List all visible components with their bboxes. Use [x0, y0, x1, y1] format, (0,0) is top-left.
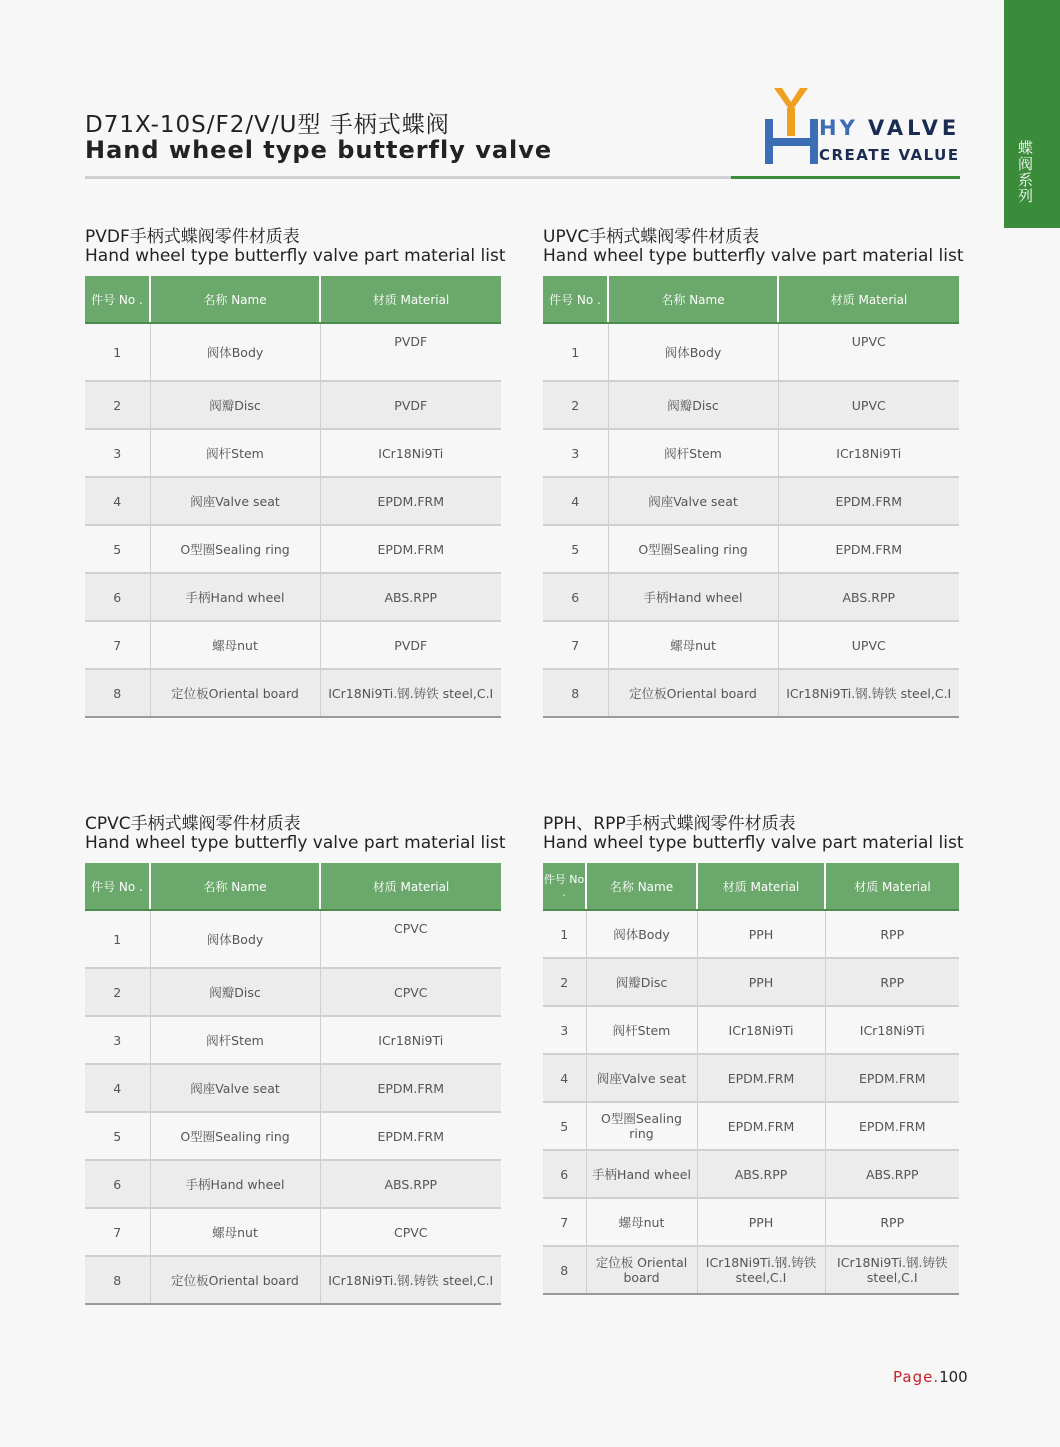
table-row: [85, 323, 501, 381]
pph-rpp-section-title: [543, 815, 964, 853]
part-name: 螺母nut: [150, 1208, 320, 1256]
part-name: 阀杆Stem: [608, 429, 778, 477]
part-no: 1: [543, 323, 608, 381]
part-material: EPDM.FRM: [320, 525, 501, 573]
pvdf-section-title: [85, 228, 506, 266]
part-material: UPVC: [778, 621, 959, 669]
part-material: EPDM.FRM: [320, 477, 501, 525]
part-no: 3: [85, 429, 150, 477]
part-no: 8: [543, 1246, 586, 1294]
part-material: CPVC: [320, 1208, 501, 1256]
part-name: 手柄Hand wheel: [150, 573, 320, 621]
table-row: [85, 669, 501, 717]
model-title: D71X-10S/F2/V/U型 手柄式蝶阀: [85, 112, 450, 138]
part-name: 阀瓣Disc: [150, 968, 320, 1016]
part-no: 4: [85, 1064, 150, 1112]
part-no: 7: [543, 1198, 586, 1246]
part-name: 阀瓣Disc: [608, 381, 778, 429]
part-material: ICr18Ni9Ti.钢.铸铁 steel,C.I: [320, 669, 501, 717]
part-material: EPDM.FRM: [778, 525, 959, 573]
header-accent-rule: [731, 176, 960, 179]
part-no: 6: [85, 1160, 150, 1208]
upvc-section-title: [543, 228, 964, 266]
col-header-name: 名称 Name: [150, 276, 320, 323]
part-material: ABS.RPP: [778, 573, 959, 621]
part-material: ICr18Ni9Ti: [320, 1016, 501, 1064]
part-no: 6: [543, 1150, 586, 1198]
part-no: 2: [85, 968, 150, 1016]
part-no: 6: [85, 573, 150, 621]
table-row: [85, 381, 501, 429]
cpvc-material-table: [85, 863, 501, 1305]
part-name: 定位板Oriental board: [608, 669, 778, 717]
part-material: ICr18Ni9Ti: [320, 429, 501, 477]
part-no: 5: [543, 1102, 586, 1150]
table-row: [85, 1160, 501, 1208]
part-no: 1: [85, 323, 150, 381]
logo-brand-hy: HY: [819, 116, 858, 140]
table-row: [85, 968, 501, 1016]
part-material: EPDM.FRM: [320, 1064, 501, 1112]
part-name: 阀杆Stem: [150, 1016, 320, 1064]
cpvc-title-cn: CPVC手柄式蝶阀零件材质表: [85, 814, 301, 834]
col-header-material: 材质 Material: [778, 276, 959, 323]
table-row: [543, 1102, 959, 1150]
upvc-title-cn: UPVC手柄式蝶阀零件材质表: [543, 227, 760, 247]
part-material: ABS.RPP: [320, 1160, 501, 1208]
part-no: 3: [543, 1006, 586, 1054]
table-row: [85, 477, 501, 525]
part-material-rpp: EPDM.FRM: [825, 1102, 959, 1150]
table-row: [543, 621, 959, 669]
part-no: 7: [85, 621, 150, 669]
part-name: O型圈Sealing ring: [150, 1112, 320, 1160]
part-name: 阀座Valve seat: [150, 477, 320, 525]
page-label: Page.: [893, 1368, 940, 1386]
part-no: 1: [85, 910, 150, 968]
part-name: 阀座Valve seat: [608, 477, 778, 525]
part-material: ICr18Ni9Ti.钢.铸铁 steel,C.I: [320, 1256, 501, 1304]
product-title-en: Hand wheel type butterfly valve: [85, 136, 553, 164]
part-material-rpp: ICr18Ni9Ti: [825, 1006, 959, 1054]
col-header-no: 件号 No .: [543, 863, 586, 910]
part-no: 4: [543, 1054, 586, 1102]
part-material-rpp: RPP: [825, 1198, 959, 1246]
table-row: [543, 958, 959, 1006]
part-material-pph: PPH: [697, 1198, 825, 1246]
part-material-pph: EPDM.FRM: [697, 1102, 825, 1150]
part-no: 2: [543, 381, 608, 429]
part-material-pph: ICr18Ni9Ti: [697, 1006, 825, 1054]
side-tab-label: 蝶阀系列: [1018, 139, 1034, 205]
part-name: 阀体Body: [150, 323, 320, 381]
part-material-rpp: RPP: [825, 910, 959, 958]
part-name: 阀体Body: [608, 323, 778, 381]
table-row: [543, 429, 959, 477]
part-no: 5: [85, 525, 150, 573]
part-name: O型圈Sealing ring: [608, 525, 778, 573]
part-no: 5: [543, 525, 608, 573]
upvc-title-en: Hand wheel type butterfly valve part material list: [543, 246, 964, 266]
part-material: EPDM.FRM: [320, 1112, 501, 1160]
table-row: [543, 381, 959, 429]
table-row: [543, 669, 959, 717]
part-material: EPDM.FRM: [778, 477, 959, 525]
col-header-no: 件号 No .: [543, 276, 608, 323]
table-row: [85, 621, 501, 669]
table-row: [85, 1016, 501, 1064]
part-name: O型圈Sealing ring: [150, 525, 320, 573]
part-name: 螺母nut: [608, 621, 778, 669]
part-name: 手柄Hand wheel: [150, 1160, 320, 1208]
table-row: [85, 910, 501, 968]
col-header-material-pph: 材质 Material: [697, 863, 825, 910]
table-row: [543, 1246, 959, 1294]
part-material: ICr18Ni9Ti.钢.铸铁 steel,C.I: [778, 669, 959, 717]
part-material: CPVC: [320, 910, 501, 968]
part-name: 阀杆Stem: [150, 429, 320, 477]
table-row: [85, 1064, 501, 1112]
pvdf-title-en: Hand wheel type butterfly valve part material list: [85, 246, 506, 266]
part-material-pph: EPDM.FRM: [697, 1054, 825, 1102]
col-header-material-rpp: 材质 Material: [825, 863, 959, 910]
table-row: [85, 1208, 501, 1256]
part-material-rpp: EPDM.FRM: [825, 1054, 959, 1102]
upvc-material-table: [543, 276, 959, 718]
part-no: 2: [85, 381, 150, 429]
part-material: UPVC: [778, 381, 959, 429]
col-header-name: 名称 Name: [608, 276, 778, 323]
table-row: [543, 1006, 959, 1054]
part-material: PVDF: [320, 323, 501, 381]
table-row: [543, 323, 959, 381]
part-no: 7: [85, 1208, 150, 1256]
part-name: 定位板Oriental board: [150, 669, 320, 717]
part-no: 2: [543, 958, 586, 1006]
part-material-pph: ICr18Ni9Ti.钢.铸铁 steel,C.I: [697, 1246, 825, 1294]
part-name: 阀座Valve seat: [586, 1054, 697, 1102]
part-material: PVDF: [320, 381, 501, 429]
part-name: 手柄Hand wheel: [608, 573, 778, 621]
col-header-material: 材质 Material: [320, 863, 501, 910]
hy-logo-mark-icon: [762, 86, 822, 170]
col-header-name: 名称 Name: [586, 863, 697, 910]
cpvc-section-title: [85, 815, 506, 853]
part-no: 8: [543, 669, 608, 717]
part-no: 3: [85, 1016, 150, 1064]
part-no: 3: [543, 429, 608, 477]
part-no: 8: [85, 669, 150, 717]
table-row: [543, 1198, 959, 1246]
page-number: [893, 1368, 968, 1386]
part-name: 定位板 Oriental board: [586, 1246, 697, 1294]
table-row: [543, 910, 959, 958]
part-no: 4: [85, 477, 150, 525]
part-name: 阀瓣Disc: [586, 958, 697, 1006]
part-material: PVDF: [320, 621, 501, 669]
part-name: 螺母nut: [586, 1198, 697, 1246]
part-name: 阀体Body: [586, 910, 697, 958]
page-number-value: 100: [939, 1368, 968, 1386]
col-header-material: 材质 Material: [320, 276, 501, 323]
pvdf-title-cn: PVDF手柄式蝶阀零件材质表: [85, 227, 300, 247]
pph-rpp-material-table: [543, 863, 959, 1295]
pph-rpp-title-en: Hand wheel type butterfly valve part material list: [543, 833, 964, 853]
part-material: UPVC: [778, 323, 959, 381]
part-material-rpp: ICr18Ni9Ti.钢.铸铁 steel,C.I: [825, 1246, 959, 1294]
part-no: 6: [543, 573, 608, 621]
part-material-pph: PPH: [697, 958, 825, 1006]
header-rule: [85, 176, 735, 179]
part-name: O型圈Sealing ring: [586, 1102, 697, 1150]
table-row: [85, 1256, 501, 1304]
table-row: [85, 573, 501, 621]
logo-slogan: CREATE VALUE: [819, 146, 960, 164]
table-row: [543, 525, 959, 573]
part-name: 螺母nut: [150, 621, 320, 669]
part-no: 8: [85, 1256, 150, 1304]
part-material: CPVC: [320, 968, 501, 1016]
col-header-name: 名称 Name: [150, 863, 320, 910]
table-row: [85, 525, 501, 573]
table-row: [543, 573, 959, 621]
part-material: ICr18Ni9Ti: [778, 429, 959, 477]
table-row: [85, 1112, 501, 1160]
part-no: 4: [543, 477, 608, 525]
pvdf-material-table: [85, 276, 501, 718]
table-row: [543, 477, 959, 525]
part-no: 1: [543, 910, 586, 958]
part-material-pph: ABS.RPP: [697, 1150, 825, 1198]
table-row: [543, 1150, 959, 1198]
part-name: 阀瓣Disc: [150, 381, 320, 429]
part-material-rpp: RPP: [825, 958, 959, 1006]
part-name: 手柄Hand wheel: [586, 1150, 697, 1198]
col-header-no: 件号 No .: [85, 863, 150, 910]
part-name: 阀座Valve seat: [150, 1064, 320, 1112]
table-row: [85, 429, 501, 477]
logo-brand-valve: VALVE: [868, 116, 961, 140]
part-material-rpp: ABS.RPP: [825, 1150, 959, 1198]
part-material: ABS.RPP: [320, 573, 501, 621]
hy-valve-logo: [762, 86, 962, 170]
part-name: 阀体Body: [150, 910, 320, 968]
pph-rpp-title-cn: PPH、RPP手柄式蝶阀零件材质表: [543, 814, 796, 834]
col-header-no: 件号 No .: [85, 276, 150, 323]
cpvc-title-en: Hand wheel type butterfly valve part material list: [85, 833, 506, 853]
part-name: 定位板Oriental board: [150, 1256, 320, 1304]
part-no: 7: [543, 621, 608, 669]
part-no: 5: [85, 1112, 150, 1160]
part-material-pph: PPH: [697, 910, 825, 958]
series-side-tab: [1004, 0, 1060, 228]
part-name: 阀杆Stem: [586, 1006, 697, 1054]
table-row: [543, 1054, 959, 1102]
